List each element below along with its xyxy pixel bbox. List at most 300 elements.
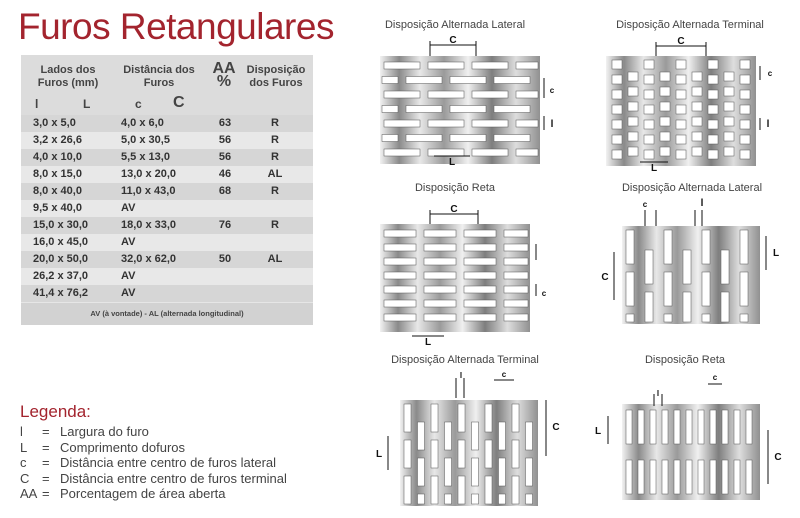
cell-distancia: 4,0 x 6,0	[121, 117, 164, 129]
slot-hole	[504, 314, 528, 321]
slot-hole	[626, 410, 632, 444]
legend-item	[20, 455, 287, 471]
slot-hole	[683, 292, 691, 322]
slot-hole	[724, 117, 734, 126]
slot-hole	[516, 62, 538, 69]
slot-hole	[472, 120, 508, 127]
table-row	[21, 234, 313, 251]
slot-hole	[710, 460, 716, 494]
slot-hole	[404, 440, 411, 468]
dimension-label: c	[642, 200, 648, 209]
cell-lados: 8,0 x 40,0	[33, 185, 82, 197]
table-body	[21, 115, 313, 302]
table-row	[21, 268, 313, 285]
slot-hole	[418, 458, 425, 486]
cell-aa: 76	[218, 219, 232, 231]
slot-hole	[740, 314, 748, 322]
slot-hole	[676, 90, 686, 99]
slot-hole	[746, 460, 752, 494]
slot-hole	[626, 272, 634, 306]
diagram-label-6: Disposição Reta	[644, 354, 726, 366]
slot-hole	[676, 150, 686, 159]
slot-hole	[740, 135, 750, 144]
header-disposicao: Disposição dos Furos	[246, 64, 306, 89]
slot-hole	[384, 286, 416, 293]
dimension-label: c	[501, 370, 507, 379]
slot-hole	[424, 230, 456, 237]
slot-hole	[424, 244, 456, 251]
slot-hole	[724, 147, 734, 156]
diagram-label-2: Disposição Alternada Terminal	[616, 19, 764, 31]
cell-disposicao: R	[271, 219, 279, 231]
slot-hole	[464, 258, 496, 265]
dimension-label: C	[450, 204, 458, 215]
slot-hole	[504, 244, 528, 251]
slot-hole	[431, 404, 438, 432]
slot-hole	[702, 272, 710, 306]
slot-hole	[740, 230, 748, 264]
dimension-label: C	[677, 36, 685, 47]
table-row	[21, 149, 313, 166]
cell-lados: 3,2 x 26,6	[33, 134, 82, 146]
slot-hole	[612, 135, 622, 144]
slot-hole	[740, 90, 750, 99]
cell-lados: 9,5 x 40,0	[33, 202, 82, 214]
slot-hole	[708, 120, 718, 129]
slot-hole	[464, 300, 496, 307]
slot-hole	[674, 410, 680, 444]
table-row	[21, 251, 313, 268]
cell-distancia: AV	[121, 202, 136, 214]
slot-hole	[464, 230, 496, 237]
slot-hole	[662, 460, 668, 494]
slot-hole	[382, 135, 398, 142]
dimension-label: L	[650, 163, 658, 172]
slot-hole	[686, 460, 692, 494]
slot-hole	[644, 60, 654, 69]
slot-hole	[626, 460, 632, 494]
legend-key: L	[20, 439, 28, 455]
slot-hole	[674, 460, 680, 494]
slot-hole	[628, 72, 638, 81]
cell-distancia: AV	[121, 287, 136, 299]
slot-hole	[424, 314, 456, 321]
slot-hole	[464, 272, 496, 279]
slot-hole	[664, 314, 672, 322]
slot-hole	[628, 147, 638, 156]
slot-hole	[382, 106, 398, 113]
cell-distancia: 5,0 x 30,5	[121, 134, 170, 146]
spec-table	[21, 55, 313, 325]
slot-hole	[644, 135, 654, 144]
cell-lados: 16,0 x 45,0	[33, 236, 89, 248]
legend-key: AA	[20, 486, 38, 501]
slot-hole	[724, 72, 734, 81]
dimension-label: l	[656, 389, 660, 398]
slot-hole	[404, 404, 411, 432]
slot-hole	[499, 422, 506, 450]
slot-hole	[458, 404, 465, 432]
dimension-label: C	[449, 35, 457, 46]
cell-disposicao: R	[271, 134, 279, 146]
legend-text: Porcentagem de área aberta	[60, 486, 226, 501]
diagram-label-3: Disposição Reta	[414, 182, 496, 194]
slot-hole	[384, 300, 416, 307]
slot-hole	[722, 410, 728, 444]
slot-hole	[708, 135, 718, 144]
cell-disposicao: AL	[267, 168, 283, 180]
cell-distancia: 5,5 x 13,0	[121, 151, 170, 163]
diagram-alternada-terminal	[598, 32, 788, 172]
slot-hole	[644, 150, 654, 159]
cell-disposicao: R	[271, 117, 279, 129]
slot-hole	[450, 77, 486, 84]
slot-hole	[485, 440, 492, 468]
slot-hole	[464, 286, 496, 293]
slot-hole	[692, 102, 702, 111]
legend-equals: =	[42, 424, 50, 439]
slot-hole	[746, 410, 752, 444]
header-l-big: L	[83, 97, 91, 111]
slot-hole	[431, 440, 438, 468]
slot-hole	[692, 147, 702, 156]
slot-hole	[702, 230, 710, 264]
dimension-label: C	[552, 422, 560, 433]
slot-hole	[740, 272, 748, 306]
slot-hole	[708, 60, 718, 69]
slot-hole	[644, 75, 654, 84]
slot-hole	[499, 494, 506, 504]
slot-hole	[504, 272, 528, 279]
slot-hole	[472, 62, 508, 69]
slot-hole	[472, 422, 479, 450]
slot-hole	[612, 120, 622, 129]
slot-hole	[721, 292, 729, 322]
header-l-small: l	[35, 97, 39, 111]
slot-hole	[472, 149, 508, 156]
slot-hole	[660, 132, 670, 141]
legend-key: c	[20, 455, 27, 470]
slot-hole	[644, 120, 654, 129]
cell-lados: 3,0 x 5,0	[33, 117, 76, 129]
slot-hole	[472, 91, 508, 98]
slot-hole	[458, 440, 465, 468]
slot-hole	[464, 244, 496, 251]
slot-hole	[660, 72, 670, 81]
table-header	[21, 55, 313, 115]
slot-hole	[612, 75, 622, 84]
slot-hole	[428, 91, 464, 98]
legend-equals: =	[42, 486, 50, 501]
cell-disposicao: R	[271, 151, 279, 163]
cell-distancia: AV	[121, 270, 136, 282]
slot-hole	[708, 75, 718, 84]
legend-item	[20, 471, 287, 487]
slot-hole	[612, 90, 622, 99]
table-row	[21, 285, 313, 302]
slot-hole	[638, 460, 644, 494]
header-c-big: C	[173, 94, 185, 111]
slot-hole	[676, 105, 686, 114]
slot-hole	[692, 87, 702, 96]
slot-hole	[645, 292, 653, 322]
slot-hole	[660, 87, 670, 96]
slot-hole	[384, 314, 416, 321]
diagram-label-4: Disposição Alternada Lateral	[621, 182, 763, 194]
cell-disposicao: AL	[267, 253, 283, 265]
slot-hole	[740, 120, 750, 129]
slot-hole	[384, 258, 416, 265]
slot-hole	[740, 105, 750, 114]
slot-hole	[628, 117, 638, 126]
dimension-label: C	[601, 272, 609, 283]
slot-hole	[424, 258, 456, 265]
cell-lados: 8,0 x 15,0	[33, 168, 82, 180]
slot-hole	[740, 150, 750, 159]
cell-lados: 41,4 x 76,2	[33, 287, 89, 299]
slot-hole	[384, 149, 420, 156]
diagram-alternada-lateral	[372, 32, 562, 172]
cell-lados: 20,0 x 50,0	[33, 253, 89, 265]
slot-hole	[692, 132, 702, 141]
slot-hole	[384, 91, 420, 98]
slot-hole	[450, 135, 486, 142]
legend-text: Distância entre centro de furos terminal	[60, 470, 287, 486]
slot-hole	[404, 476, 411, 504]
dimension-label: c	[767, 69, 773, 78]
slot-hole	[458, 476, 465, 504]
slot-hole	[464, 314, 496, 321]
cell-aa: 56	[218, 151, 232, 163]
diagram-reta	[372, 196, 562, 346]
diagram-alternada-terminal-2	[368, 366, 568, 511]
slot-hole	[722, 460, 728, 494]
slot-hole	[499, 458, 506, 486]
slot-hole	[384, 244, 416, 251]
slot-hole	[428, 149, 464, 156]
slot-hole	[734, 460, 740, 494]
dimension-label: l	[700, 198, 704, 209]
slot-hole	[516, 91, 538, 98]
slot-hole	[512, 404, 519, 432]
slot-hole	[418, 422, 425, 450]
table-footnote: AV (à vontade) - AL (alternada longitudinal)	[21, 303, 313, 325]
slot-hole	[650, 460, 656, 494]
slot-hole	[445, 494, 452, 504]
slot-hole	[660, 147, 670, 156]
slot-hole	[485, 476, 492, 504]
legend-text: Distância entre centro de furos lateral	[60, 455, 277, 470]
dimension-label: l	[766, 119, 770, 130]
cell-aa: 56	[218, 134, 232, 146]
cell-lados: 4,0 x 10,0	[33, 151, 82, 163]
slot-hole	[724, 102, 734, 111]
dimension-label: c	[549, 86, 555, 95]
dimension-label: l	[459, 371, 463, 380]
dimension-label: L	[375, 449, 383, 460]
slot-hole	[445, 458, 452, 486]
slot-hole	[384, 120, 420, 127]
slot-hole	[702, 314, 710, 322]
slot-hole	[526, 494, 533, 504]
slot-hole	[664, 272, 672, 306]
legend-key: C	[20, 470, 30, 486]
dimension-label: c	[541, 289, 547, 298]
slot-hole	[384, 62, 420, 69]
slot-hole	[612, 150, 622, 159]
table-row	[21, 132, 313, 149]
legend	[20, 424, 287, 502]
slot-hole	[721, 250, 729, 284]
slot-hole	[472, 494, 479, 504]
slot-hole	[494, 135, 530, 142]
diagram-alternada-lateral-2	[590, 194, 790, 334]
slot-hole	[424, 272, 456, 279]
slot-hole	[660, 102, 670, 111]
slot-hole	[676, 75, 686, 84]
cell-distancia: 13,0 x 20,0	[121, 168, 177, 180]
slot-hole	[526, 458, 533, 486]
slot-hole	[612, 60, 622, 69]
slot-hole	[384, 272, 416, 279]
slot-hole	[428, 62, 464, 69]
dimension-label: l	[550, 119, 554, 130]
cell-distancia: 32,0 x 62,0	[121, 253, 177, 265]
slot-hole	[494, 77, 530, 84]
legend-item	[20, 424, 287, 440]
cell-aa: 46	[218, 168, 232, 180]
cell-disposicao: R	[271, 185, 279, 197]
slot-hole	[683, 250, 691, 284]
slot-hole	[644, 90, 654, 99]
slot-hole	[504, 258, 528, 265]
dimension-label: L	[424, 337, 432, 346]
slot-hole	[628, 132, 638, 141]
slot-hole	[662, 410, 668, 444]
cell-aa: 50	[218, 253, 232, 265]
header-lados: Lados dos Furos (mm)	[37, 64, 99, 89]
slot-hole	[686, 410, 692, 444]
slot-hole	[626, 314, 634, 322]
cell-distancia: 18,0 x 33,0	[121, 219, 177, 231]
legend-title: Legenda:	[20, 402, 91, 421]
slot-hole	[406, 135, 442, 142]
slot-hole	[384, 230, 416, 237]
legend-equals: =	[42, 455, 50, 470]
slot-hole	[734, 410, 740, 444]
table-row	[21, 115, 313, 132]
table-row	[21, 217, 313, 234]
slot-hole	[650, 410, 656, 444]
dimension-label: C	[774, 452, 782, 463]
slot-hole	[382, 77, 398, 84]
slot-hole	[472, 458, 479, 486]
slot-hole	[664, 230, 672, 264]
legend-text: Comprimento dofuros	[60, 439, 185, 455]
slot-hole	[512, 476, 519, 504]
slot-hole	[526, 422, 533, 450]
legend-key: l	[20, 424, 23, 439]
slot-hole	[424, 300, 456, 307]
slot-hole	[724, 87, 734, 96]
cell-lados: 15,0 x 30,0	[33, 219, 89, 231]
legend-equals: =	[42, 470, 50, 486]
slot-hole	[504, 230, 528, 237]
dimension-label: L	[448, 157, 456, 168]
cell-distancia: 11,0 x 43,0	[121, 185, 176, 197]
dimension-label: c	[712, 373, 718, 382]
diagram-label-5: Disposição Alternada Terminal	[391, 354, 539, 366]
slot-hole	[698, 410, 704, 444]
slot-hole	[740, 60, 750, 69]
slot-hole	[692, 72, 702, 81]
slot-hole	[494, 106, 530, 113]
slot-hole	[418, 494, 425, 504]
slot-hole	[676, 60, 686, 69]
slot-hole	[406, 77, 442, 84]
slot-hole	[512, 440, 519, 468]
legend-equals: =	[42, 439, 50, 455]
slot-hole	[645, 250, 653, 284]
slot-hole	[445, 422, 452, 450]
slot-hole	[724, 132, 734, 141]
slot-hole	[708, 90, 718, 99]
slot-hole	[612, 105, 622, 114]
slot-hole	[428, 120, 464, 127]
slot-hole	[676, 135, 686, 144]
slot-hole	[485, 404, 492, 432]
diagram-reta-2	[590, 366, 795, 511]
slot-hole	[431, 476, 438, 504]
header-c-small: c	[135, 97, 142, 111]
slot-hole	[710, 410, 716, 444]
header-distancia: Distância dos Furos	[123, 64, 195, 89]
table-row	[21, 183, 313, 200]
cell-distancia: AV	[121, 236, 136, 248]
slot-hole	[740, 75, 750, 84]
slot-hole	[504, 300, 528, 307]
slot-hole	[708, 105, 718, 114]
slot-hole	[708, 150, 718, 159]
slot-hole	[628, 87, 638, 96]
dimension-label: L	[594, 426, 602, 437]
table-row	[21, 166, 313, 183]
legend-item	[20, 440, 287, 456]
header-aa: AA %	[212, 60, 236, 90]
legend-text: Largura do furo	[60, 424, 149, 439]
legend-item	[20, 486, 287, 502]
cell-aa: 68	[218, 185, 232, 197]
slot-hole	[644, 105, 654, 114]
cell-aa: 63	[218, 117, 232, 129]
slot-hole	[406, 106, 442, 113]
slot-hole	[698, 460, 704, 494]
slot-hole	[628, 102, 638, 111]
dimension-label: L	[772, 248, 780, 259]
slot-hole	[450, 106, 486, 113]
slot-hole	[504, 286, 528, 293]
table-row	[21, 200, 313, 217]
slot-hole	[692, 117, 702, 126]
cell-lados: 26,2 x 37,0	[33, 270, 89, 282]
slot-hole	[626, 230, 634, 264]
slot-hole	[424, 286, 456, 293]
slot-hole	[660, 117, 670, 126]
slot-hole	[676, 120, 686, 129]
slot-hole	[638, 410, 644, 444]
slot-hole	[516, 149, 538, 156]
page-title: Furos Retangulares	[18, 6, 334, 47]
